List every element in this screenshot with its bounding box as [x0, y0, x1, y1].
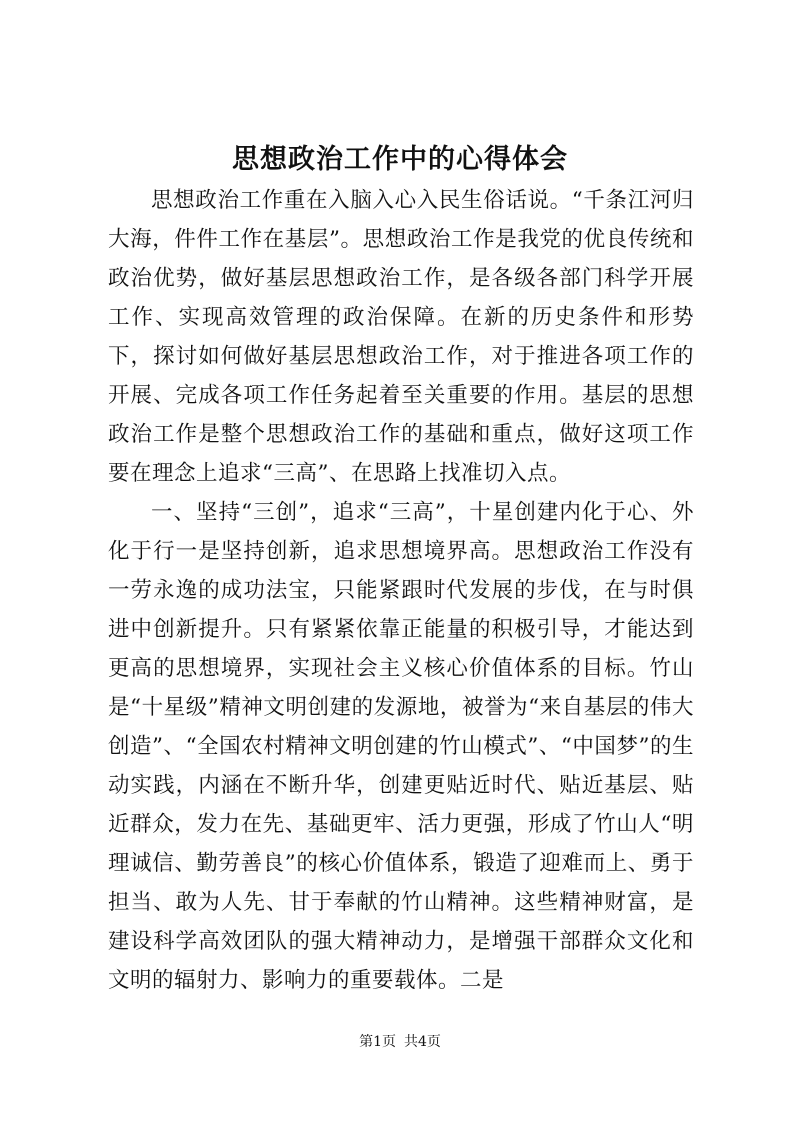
- page-total: 共4页: [404, 1034, 441, 1050]
- paragraph-section-one: 一、坚持“三创”，追求“三高”，十星创建内化于心、外化于行一是坚持创新，追求思想境界高。思想政治工作没有一劳永逸的成功法宝，只能紧跟时代发展的步伐，在与时俱进中创新提升。只有紧紧依靠正能量的积极引导，才能达到更高的思想境界，实现社会主义核心价值体系的目标。竹山是“十星级”精神文明创建的发源地，被誉为“来自基层的伟大创造”、“全国农村精神文明创建的竹山模式”、“中国梦”的生动实践，内涵在不断升华，创建更贴近时代、贴近基层、贴近群众，发力在先、基础更牢、活力更强，形成了竹山人“明理诚信、勤劳善良”的核心价值体系，锻造了迎难而上、勇于担当、敢为人先、甘于奉献的竹山精神。这些精神财富，是建设科学高效团队的强大精神动力，是增强干部群众文化和文明的辐射力、影响力的重要载体。二是: [108, 500, 694, 993]
- page-footer: [0, 1032, 800, 1052]
- page-number: 第1页: [359, 1034, 396, 1050]
- paragraph-intro: 思想政治工作重在入脑入心入民生俗话说。“千条江河归大海，件件工作在基层”。思想政治工作是我党的优良传统和政治优势，做好基层思想政治工作，是各级各部门科学开展工作、实现高效管理的政治保障。在新的历史条件和形势下，探讨如何做好基层思想政治工作，对于推进各项工作的开展、完成各项工作任务起着至关重要的作用。基层的思想政治工作是整个思想政治工作的基础和重点，做好这项工作要在理念上追求“三高”、在思路上找准切入点。: [108, 188, 694, 486]
- document-title: 思想政治工作中的心得体会: [232, 144, 568, 175]
- document-body: [108, 181, 694, 1000]
